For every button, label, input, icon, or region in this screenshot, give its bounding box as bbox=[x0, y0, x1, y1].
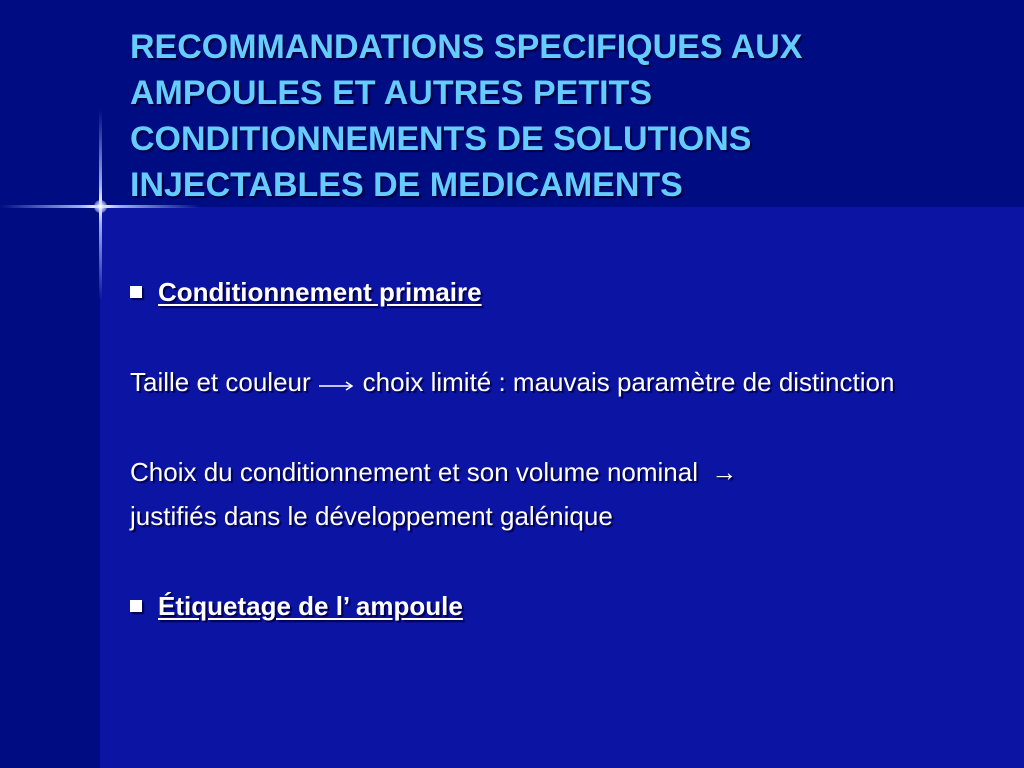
bullet-item-ampoule-labeling bbox=[130, 584, 970, 628]
bullet-item-primary-packaging bbox=[130, 270, 970, 314]
square-bullet-icon bbox=[130, 286, 142, 298]
paragraph-text: choix limité : mauvais paramètre de distinction bbox=[362, 367, 895, 397]
paragraph-text: justifiés dans le développement galénique bbox=[130, 501, 613, 531]
paragraph-text: Taille et couleur bbox=[130, 367, 311, 397]
paragraph-packaging-choice bbox=[130, 450, 970, 538]
bold-arrow-right-icon: → bbox=[711, 457, 738, 487]
bullet-label: Étiquetage de l’ ampoule bbox=[158, 591, 463, 621]
bullet-label: Conditionnement primaire bbox=[158, 277, 482, 307]
sparkle-star-icon bbox=[94, 200, 107, 213]
slide-title: RECOMMANDATIONS SPECIFIQUES AUX AMPOULES ET AUTRES PETITS CONDITIONNEMENTS DE SOLUTIONS INJECTABLES DE MEDICAMENTS bbox=[130, 28, 803, 204]
square-bullet-icon bbox=[130, 600, 142, 612]
paragraph-text: Choix du conditionnement et son volume nominal bbox=[130, 457, 699, 487]
arrow-right-icon bbox=[317, 374, 357, 394]
paragraph-size-color bbox=[130, 360, 970, 404]
slide-content bbox=[130, 270, 970, 628]
